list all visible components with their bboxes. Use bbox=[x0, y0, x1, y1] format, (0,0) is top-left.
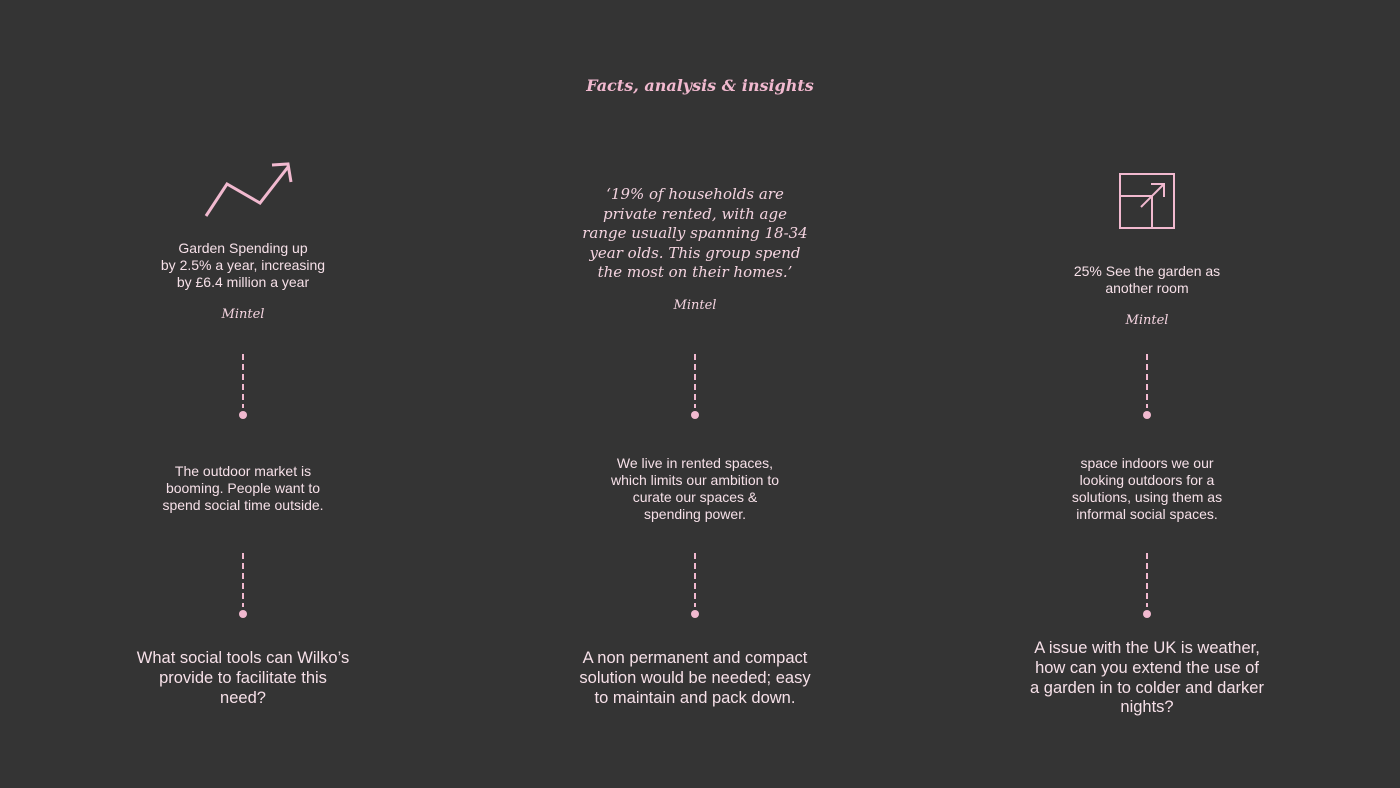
trending-up-arrow-icon bbox=[93, 158, 393, 222]
insight-text bbox=[997, 455, 1297, 523]
fact-line: 25% See the garden as bbox=[1073, 263, 1221, 279]
question-line: provide to facilitate this bbox=[159, 668, 327, 687]
question-line: to maintain and pack down. bbox=[594, 688, 796, 707]
question-line: What social tools can Wilko’s bbox=[136, 649, 350, 667]
insight-line: curate our spaces & bbox=[632, 489, 758, 505]
expand-square-icon bbox=[997, 171, 1297, 231]
question-line: A non permanent and compact bbox=[582, 649, 808, 667]
column-rented-households bbox=[545, 0, 845, 788]
fact-line: another room bbox=[1105, 280, 1189, 296]
connector-dot bbox=[239, 411, 247, 419]
question-line: how can you extend the use of bbox=[1035, 658, 1259, 677]
quote-line: year olds. This group spend bbox=[589, 243, 801, 262]
insight-text bbox=[545, 455, 845, 523]
question-line: need? bbox=[220, 688, 266, 707]
quote-text bbox=[545, 185, 845, 283]
insight-line: informal social spaces. bbox=[1076, 506, 1218, 522]
connector-dot bbox=[691, 411, 699, 419]
quote-line: range usually spanning 18-34 bbox=[582, 224, 808, 242]
insight-line: solutions, using them as bbox=[1071, 489, 1223, 505]
fact-line: by £6.4 million a year bbox=[176, 274, 310, 290]
dashed-line bbox=[1146, 354, 1148, 408]
quote-line: ‘19% of households are bbox=[606, 185, 784, 203]
question-text bbox=[93, 649, 393, 708]
question-line: nights? bbox=[1120, 698, 1174, 717]
fact-text bbox=[997, 263, 1297, 297]
dashed-line bbox=[1146, 553, 1148, 607]
dashed-line bbox=[694, 354, 696, 408]
insight-line: spending power. bbox=[644, 506, 746, 522]
dashed-line bbox=[242, 354, 244, 408]
question-line: solution would be needed; easy bbox=[579, 668, 811, 687]
fact-line: Garden Spending up bbox=[178, 240, 308, 256]
insight-line: which limits our ambition to bbox=[610, 472, 780, 488]
insight-line: The outdoor market is bbox=[174, 463, 312, 479]
dashed-line bbox=[242, 553, 244, 607]
insight-line: spend social time outside. bbox=[162, 497, 324, 513]
dashed-line bbox=[694, 553, 696, 607]
fact-line: by 2.5% a year, increasing bbox=[160, 257, 326, 273]
question-text bbox=[545, 649, 845, 708]
question-line: a garden in to colder and darker bbox=[1030, 678, 1264, 697]
insight-text bbox=[93, 463, 393, 514]
connector-dot bbox=[1143, 411, 1151, 419]
source-label: Mintel bbox=[1125, 313, 1169, 328]
column-garden-spending bbox=[93, 0, 393, 788]
page-title: Facts, analysis & insights bbox=[586, 76, 814, 95]
connector-dot bbox=[239, 610, 247, 618]
insight-line: looking outdoors for a bbox=[1079, 472, 1215, 488]
column-garden-room bbox=[997, 0, 1297, 788]
fact-text bbox=[93, 240, 393, 291]
insight-line: space indoors we our bbox=[1080, 455, 1214, 471]
source-label: Mintel bbox=[221, 307, 265, 322]
question-text bbox=[997, 639, 1297, 718]
insight-line: booming. People want to bbox=[165, 480, 321, 496]
insight-line: We live in rented spaces, bbox=[616, 455, 774, 471]
connector-dot bbox=[691, 610, 699, 618]
source-label: Mintel bbox=[673, 298, 717, 313]
connector-dot bbox=[1143, 610, 1151, 618]
question-line: A issue with the UK is weather, bbox=[1034, 639, 1260, 657]
quote-line: private rented, with age bbox=[603, 204, 787, 223]
quote-line: the most on their homes.’ bbox=[597, 263, 793, 281]
